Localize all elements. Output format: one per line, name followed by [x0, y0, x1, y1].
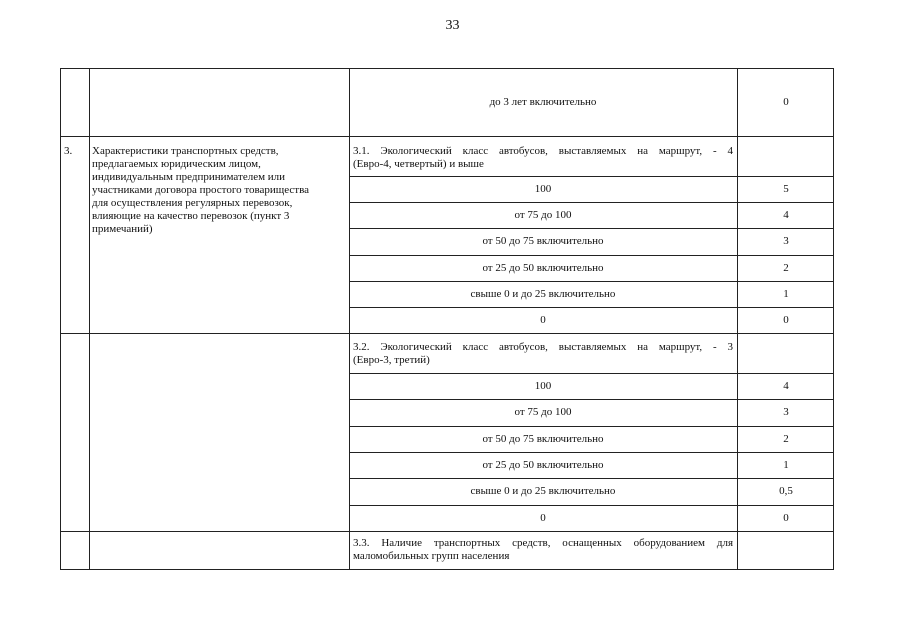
score-cell: 5: [783, 182, 789, 195]
score-cell: 0,5: [779, 485, 793, 497]
section-title-line: предлагаемых юридическим лицом,: [92, 158, 261, 170]
score-cell: 1: [783, 458, 789, 471]
subsection-32-title: [353, 341, 733, 367]
criterion-cell: от 50 до 75 включительно: [482, 235, 604, 247]
subsection-33-title: [353, 537, 733, 563]
score-cell: 0: [783, 96, 789, 108]
section-title-line: участниками договора простого товарищества: [92, 184, 310, 196]
criterion-cell: 0: [540, 511, 546, 524]
criterion-cell: свыше 0 и до 25 включительно: [470, 485, 616, 497]
criterion-cell: 0: [540, 313, 546, 326]
section-title-line: Характеристики транспортных средств,: [92, 145, 279, 157]
subsection-31-title: [353, 145, 733, 171]
subsection-title-line: (Евро-4, четвертый) и выше: [353, 158, 484, 170]
score-cell: 0: [783, 313, 789, 326]
score-cell: 1: [783, 287, 789, 300]
subsection-title-line: (Евро-3, третий): [353, 354, 430, 366]
row-divider: [61, 136, 833, 137]
criterion-cell: 100: [534, 379, 552, 392]
section-title-line: индивидуальным предпринимателем или: [92, 171, 286, 183]
score-cell: 3: [783, 406, 789, 418]
score-cell: 2: [783, 261, 789, 274]
section-number: 3.: [64, 145, 73, 157]
section-title-line: влияющие на качество перевозок (пункт 3: [92, 210, 290, 222]
section-title: [92, 145, 348, 236]
criterion-cell: от 75 до 100: [514, 406, 572, 418]
criterion-cell: от 50 до 75 включительно: [482, 432, 604, 445]
subsection-title-line: 3.3. Наличие транспортных средств, оснащенных оборудованием для: [353, 537, 733, 549]
criterion-cell: от 75 до 100: [514, 208, 572, 221]
criteria-table: [60, 68, 834, 570]
section-title-line: для осуществления регулярных перевозок,: [92, 197, 293, 209]
subsection-title-line: 3.2. Экологический класс автобусов, выставляемых на маршрут, - 3: [353, 341, 733, 353]
score-cell: 4: [783, 379, 789, 392]
criterion-cell: от 25 до 50 включительно: [482, 458, 604, 471]
criterion-cell: от 25 до 50 включительно: [482, 261, 604, 274]
subsection-title-line: маломобильных групп населения: [353, 550, 510, 562]
score-cell: 2: [783, 432, 789, 445]
criterion-cell: до 3 лет включительно: [489, 96, 597, 108]
column-divider: [89, 69, 90, 569]
row-divider: [61, 333, 833, 334]
row-divider: [61, 531, 833, 532]
page-number: 33: [445, 18, 460, 33]
criterion-cell: свыше 0 и до 25 включительно: [470, 287, 616, 300]
score-cell: 0: [783, 511, 789, 524]
score-cell: 3: [783, 235, 789, 247]
subsection-title-line: 3.1. Экологический класс автобусов, выставляемых на маршрут, - 4: [353, 145, 733, 157]
section-title-line: примечаний): [92, 223, 153, 235]
score-cell: 4: [783, 208, 789, 221]
criterion-cell: 100: [534, 182, 552, 195]
